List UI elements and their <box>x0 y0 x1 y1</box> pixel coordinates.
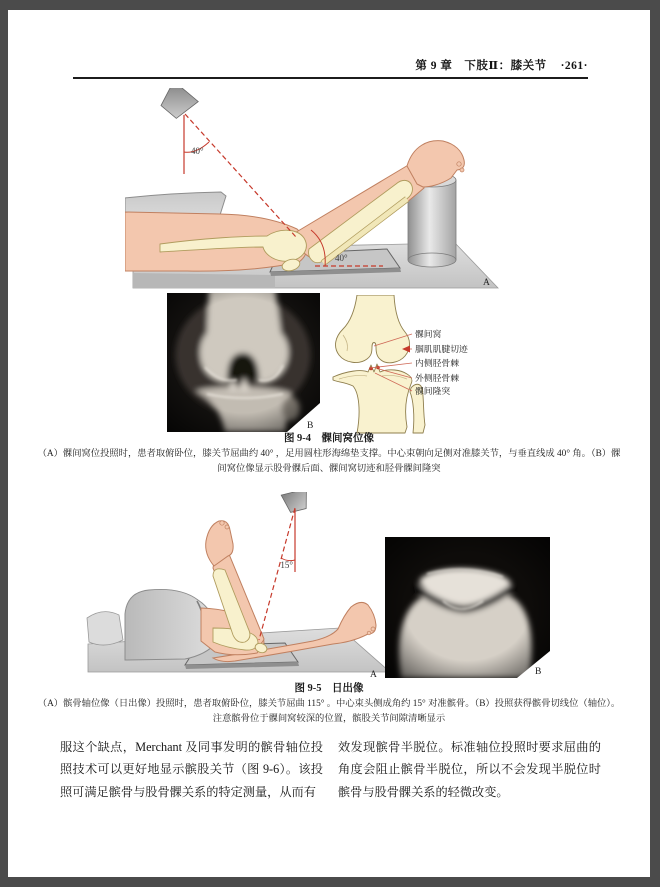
label-medial-tibial-spine: 内侧胫骨棘 <box>415 358 459 368</box>
fig4-caption-line2: 间窝位像显示股骨髁后面、髁间窝切迹和胫骨髁间隆突 <box>217 464 441 474</box>
body-text-left-column: 服这个缺点，Merchant 及同事发明的髌骨轴位投照技术可以更好地显示髌股关节（图 9-6）。该投照可满足髌骨与股骨髁关系的特定测量，从而有 <box>60 740 323 799</box>
page-sheet <box>8 10 650 877</box>
fig4-caption <box>29 431 629 477</box>
xray-tube <box>156 88 198 122</box>
label-intercondylar-fossa: 髁间窝 <box>415 329 442 339</box>
panel-b-letter: B <box>307 421 314 431</box>
label-lateral-tibial-spine: 外侧胫骨棘 <box>415 373 459 383</box>
xray-tube <box>281 492 311 514</box>
fig5-caption-line2: 注意髌骨位于髁间窝较深的位置，髌股关节间隙清晰显示 <box>212 714 446 724</box>
fig5-sunrise-view-radiograph <box>385 537 550 678</box>
panel-a-letter: A <box>483 278 490 288</box>
fig5-caption-title: 图 9-5 日出像 <box>294 683 364 694</box>
knee-angle-label: 40° <box>335 253 348 263</box>
fig5-positioning-illustration <box>85 492 395 682</box>
header-rule <box>73 77 588 79</box>
chapter-title: 第 9 章 下肢Ⅱ：膝关节 <box>415 60 547 72</box>
bone-outlines <box>333 295 425 433</box>
page-header <box>415 57 588 73</box>
label-popliteus-notch: 腘肌肌腱切迹 <box>415 344 468 354</box>
label-intercondylar-eminence: 髁间隆突 <box>415 386 451 396</box>
tube-angle-label: 15° <box>280 560 293 570</box>
fig4-knee-anatomy-diagram <box>327 295 507 435</box>
panel-a-letter: A <box>370 670 377 680</box>
fig5-caption <box>29 681 629 727</box>
fig4-tunnel-view-radiograph <box>167 293 320 432</box>
pillow <box>87 612 123 645</box>
panel-b-letter: B <box>535 667 542 677</box>
fig4-positioning-illustration <box>125 88 505 293</box>
central-ray <box>259 508 295 640</box>
tube-angle-label: 40° <box>191 146 204 156</box>
body-text-right-column: 效发现髌骨半脱位。标准轴位投照时要求屈曲的角度会阻止髌骨半脱位，所以不会发现半脱位时髌骨与股骨髁关系的轻微改变。 <box>338 740 601 799</box>
page-number: ·261· <box>560 60 588 72</box>
fig4-caption-line1: （A）髁间窝位投照时，患者取俯卧位，膝关节屈曲约 40° ，足用圆柱形海绵垫支撑。中心束朝向足侧对准膝关节，与垂直线成 40° 角。（B）髁 <box>37 449 621 459</box>
fig5-caption-line1: （A）髌骨轴位像（日出像）投照时，患者取俯卧位，膝关节屈曲 115° 。中心束头侧成角约 15° 对准髌骨。（B）投照获得髌骨切线位（轴位）。 <box>37 699 621 709</box>
fig4-caption-title: 图 9-4 髁间窝位像 <box>283 433 375 444</box>
